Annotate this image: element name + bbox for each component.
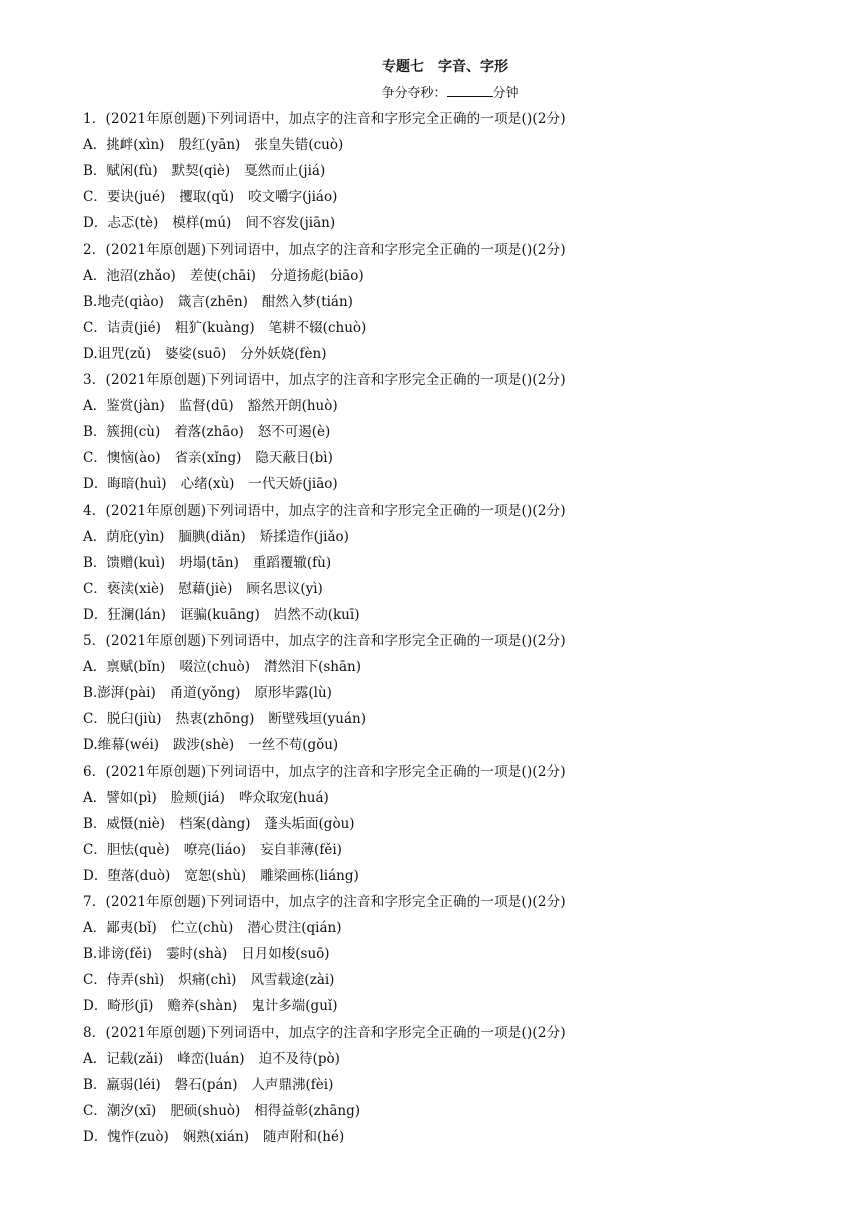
option-c [83,967,783,993]
option-label: C． [83,711,107,727]
question-stem: 6．(2021年原创题)下列词语中，加点字的注音和字形完全正确的一项是()(2分) [83,763,566,780]
question-8 [83,1020,783,1150]
option-label: D． [83,867,108,884]
option-label: D． [83,476,108,492]
option-d [83,1124,783,1150]
option-word: 胆怯(què) [106,841,170,858]
option-word: 分道扬彪(biāo) [269,267,364,284]
option-word: 挑衅(xìn) [106,137,165,153]
option-word: 重蹈覆辙(fù) [252,554,332,571]
option-word: 隐天蔽日(bì) [255,450,333,466]
option-word: 迫不及待(pò) [258,1050,340,1067]
question-5 [83,628,783,758]
option-label: C． [83,1102,107,1119]
option-label: B． [83,424,107,440]
option-word: 省亲(xǐng) [174,450,242,466]
option-b [83,289,783,315]
option-word: 箴言(zhēn) [177,293,248,310]
option-word: 荫庇(yìn) [106,528,165,545]
option-a [83,1046,783,1072]
option-label: A． [83,659,107,675]
option-a [83,524,783,550]
question-stem: 5．(2021年原创题)下列词语中，加点字的注音和字形完全正确的一项是()(2分) [83,633,566,649]
option-word: 侍弄(shì) [106,972,165,988]
option-word: 亵渎(xiè) [106,580,165,597]
option-word: 一代天娇(jiāo) [248,476,338,492]
option-word: 随声附和(hé) [263,1128,345,1145]
option-word: 馈赠(kuì) [106,554,166,571]
option-c [83,184,783,210]
option-word: 羸弱(léi) [106,1076,161,1093]
option-d [83,602,783,628]
option-label: B. [83,293,98,310]
option-label: B． [83,163,107,179]
option-label: B． [83,1076,107,1093]
option-a [83,785,783,811]
option-word: 风雪载途(zài) [250,972,335,988]
option-word: 忐忑(tè) [107,215,159,231]
option-word: 威慑(niè) [106,815,165,832]
option-word: 分外妖娆(fèn) [240,345,327,362]
option-label: D. [83,345,98,362]
option-word: 戛然而止(jiá) [244,163,326,179]
question-stem: 2．(2021年原创题)下列词语中，加点字的注音和字形完全正确的一项是()(2分) [83,241,566,258]
option-word: 咬文嚼字(jiáo) [248,189,338,205]
question-stem: 8．(2021年原创题)下列词语中，加点字的注音和字形完全正确的一项是()(2分) [83,1024,566,1041]
option-word: 热衷(zhōng) [175,711,255,727]
option-b [83,1072,783,1098]
option-a [83,132,783,158]
timer-suffix: 分钟 [492,86,519,101]
question-3 [83,367,783,497]
option-label: D． [83,606,108,623]
option-word: 维幕(wéi) [97,737,160,753]
option-label: A． [83,1050,107,1067]
option-label: C． [83,450,107,466]
option-word: 跋涉(shè) [173,737,235,753]
option-word: 间不容发(jiān) [245,215,336,231]
option-word: 鉴赏(jàn) [106,398,165,414]
option-word: 赋闲(fù) [106,163,158,179]
option-word: 懊恼(ào) [106,450,161,466]
option-word: 慰藉(jiè) [178,580,233,597]
option-a [83,263,783,289]
option-word: 狂澜(lán) [107,606,166,623]
option-word: 心绪(xù) [180,476,235,492]
option-d [83,471,783,497]
option-word: 娴熟(xián) [182,1128,250,1145]
option-a [83,654,783,680]
option-word: 监督(dū) [178,398,234,414]
option-word: 晦暗(huì) [107,476,167,492]
option-word: 坍塌(tān) [179,554,239,571]
option-word: 澎湃(pài) [97,685,156,701]
option-word: 肥硕(shuò) [170,1102,241,1119]
option-word: 怒不可遏(è) [257,424,331,440]
option-c [83,837,783,863]
option-label: B． [83,815,107,832]
option-word: 堕落(duò) [107,867,171,884]
option-word: 宽恕(shù) [184,867,247,884]
option-word: 炽痛(chì) [178,972,237,988]
option-word: 峰峦(luán) [177,1050,245,1067]
option-word: 脸颊(jiá) [170,789,225,806]
option-word: 地壳(qiào) [97,293,164,310]
question-1 [83,106,783,236]
option-label: A． [83,920,107,936]
option-label: C． [83,189,107,205]
option-label: A． [83,528,107,545]
option-word: 岿然不动(kuī) [273,606,360,623]
option-word: 雕梁画栋(liáng) [260,867,359,884]
option-word: 酣然入梦(tián) [261,293,353,310]
option-word: 霎时(shà) [166,946,228,962]
option-word: 腼腆(diǎn) [178,528,246,545]
timer-prefix: 争分夺秒： [381,86,447,101]
option-label: D． [83,998,108,1014]
option-c [83,445,783,471]
option-word: 潮汐(xī) [106,1102,157,1119]
option-word: 赡养(shàn) [167,998,238,1014]
option-word: 笔耕不辍(chuò) [268,319,367,336]
option-c [83,576,783,602]
question-stem: 3．(2021年原创题)下列词语中，加点字的注音和字形完全正确的一项是()(2分) [83,372,566,388]
option-word: 磐石(pán) [174,1076,238,1093]
option-word: 差使(chāi) [189,267,256,284]
option-word: 脱臼(jiù) [106,711,162,727]
option-word: 鬼计多端(guǐ) [251,998,338,1014]
option-word: 张皇失错(cuò) [254,137,344,153]
option-word: 诓骗(kuāng) [179,606,260,623]
option-word: 嘹亮(liáo) [183,841,247,858]
option-word: 诅咒(zǔ) [97,345,151,362]
option-word: 一丝不苟(gǒu) [248,737,339,753]
option-c [83,706,783,732]
page-title: 专题七 字音、字形 [382,59,508,75]
option-word: 伫立(chù) [170,920,234,936]
option-word: 潸然泪下(shān) [264,659,361,675]
option-d [83,732,783,758]
option-c [83,1098,783,1124]
option-label: D． [83,215,108,231]
option-word: 甬道(yǒng) [169,685,241,701]
option-label: C． [83,841,107,858]
question-7 [83,889,783,1019]
option-d [83,210,783,236]
option-word: 诘责(jié) [106,319,161,336]
option-word: 哗众取宠(huá) [238,789,329,806]
option-word: 原形毕露(lù) [254,685,332,701]
option-word: 相得益彰(zhāng) [254,1102,361,1119]
option-word: 愧怍(zuò) [107,1128,169,1145]
option-b [83,158,783,184]
option-d [83,863,783,889]
option-label: B. [83,685,98,701]
option-label: A． [83,789,107,806]
question-2 [83,237,783,367]
option-word: 记载(zǎi) [106,1050,164,1067]
timer-blank [447,84,493,97]
option-b [83,811,783,837]
option-word: 诽谤(fěi) [97,946,153,962]
option-word: 豁然开朗(huò) [247,398,338,414]
option-word: 啜泣(chuò) [179,659,251,675]
option-label: B． [83,554,107,571]
option-c [83,315,783,341]
option-word: 譬如(pì) [106,789,157,806]
question-stem: 1．(2021年原创题)下列词语中，加点字的注音和字形完全正确的一项是()(2分) [83,111,566,127]
option-word: 妄自菲薄(fěi) [260,841,342,858]
option-word: 模样(mú) [172,215,232,231]
option-word: 断壁残垣(yuán) [268,711,366,727]
option-label: C． [83,972,107,988]
option-word: 蓬头垢面(gòu) [264,815,355,832]
option-b [83,680,783,706]
option-word: 矫揉造作(jiǎo) [259,528,349,545]
option-word: 潜心贯注(qián) [247,920,342,936]
option-label: A． [83,267,107,284]
option-word: 粗犷(kuàng) [174,319,255,336]
option-label: A． [83,398,107,414]
option-b [83,550,783,576]
option-word: 要诀(jué) [106,189,166,205]
option-a [83,915,783,941]
question-6 [83,759,783,889]
option-b [83,419,783,445]
option-label: C． [83,319,107,336]
option-word: 人声鼎沸(fèi) [251,1076,334,1093]
timer-line [0,82,860,101]
option-word: 簇拥(cù) [106,424,161,440]
question-stem: 7．(2021年原创题)下列词语中，加点字的注音和字形完全正确的一项是()(2分) [83,894,566,910]
option-label: A． [83,137,107,153]
option-word: 殷红(yān) [178,137,241,153]
option-label: D． [83,1128,108,1145]
option-word: 日月如梭(suō) [241,946,330,962]
option-label: C． [83,580,107,597]
option-word: 档案(dàng) [178,815,251,832]
option-b [83,941,783,967]
option-word: 鄙夷(bǐ) [106,920,157,936]
option-word: 攫取(qǔ) [179,189,235,205]
question-stem: 4．(2021年原创题)下列词语中，加点字的注音和字形完全正确的一项是()(2分) [83,502,566,519]
option-word: 池沼(zhǎo) [106,267,176,284]
option-word: 默契(qiè) [171,163,231,179]
option-word: 禀赋(bǐn) [106,659,166,675]
option-d [83,993,783,1019]
option-a [83,393,783,419]
question-4 [83,498,783,628]
option-label: B. [83,946,98,962]
option-label: D. [83,737,98,753]
option-word: 顾名思议(yì) [246,580,323,597]
option-word: 着落(zhāo) [174,424,244,440]
option-word: 畸形(jī) [107,998,154,1014]
option-d [83,341,783,367]
option-word: 婆娑(suō) [164,345,227,362]
